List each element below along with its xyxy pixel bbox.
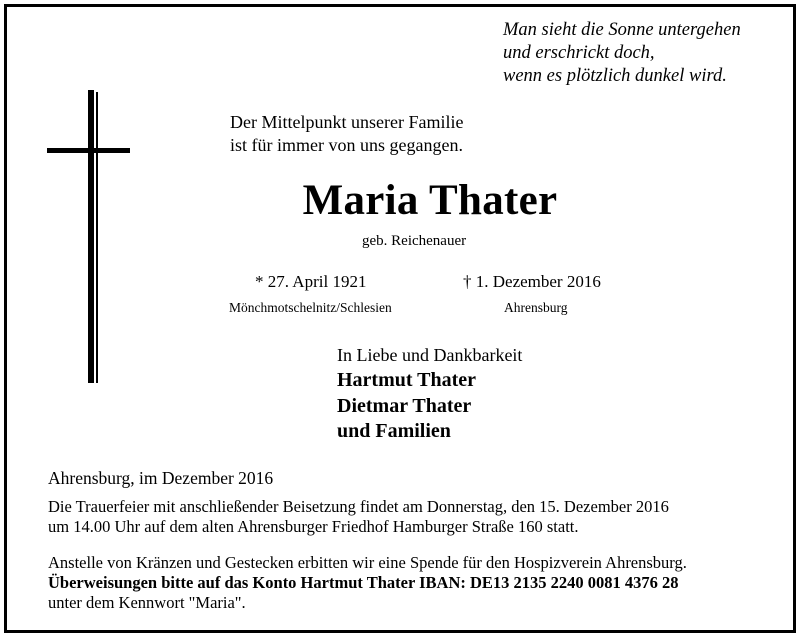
maiden-name: geb. Reichenauer — [362, 233, 467, 249]
donation-info — [48, 553, 687, 613]
notice-border — [4, 4, 796, 633]
mourners-block — [337, 343, 522, 445]
poem — [503, 19, 793, 88]
funeral-line: um 14.00 Uhr auf dem alten Ahrensburger Friedhof Hamburger Straße 160 statt. — [48, 517, 579, 536]
intro-text — [230, 111, 463, 157]
cross-horizontal-beam — [47, 148, 130, 153]
donation-line: unter dem Kennwort "Maria". — [48, 593, 246, 612]
mourner-name: Dietmar Thater — [337, 394, 472, 417]
intro-line: Der Mittelpunkt unserer Familie — [230, 112, 464, 132]
cross-vertical-beam — [88, 90, 94, 383]
deceased-name: Maria Thater — [302, 177, 558, 224]
funeral-line: Die Trauerfeier mit anschließender Beisetzung findet am Donnerstag, den 15. Dezember 2016 — [48, 497, 669, 516]
mourner-name: Hartmut Thater — [337, 369, 477, 391]
cross-vertical-line — [96, 92, 98, 383]
poem-line: Man sieht die Sonne untergehen — [503, 20, 741, 40]
donation-line: Anstelle von Kränzen und Gestecken erbitten wir eine Spende für den Hospizverein Ahrensburg. — [48, 553, 687, 572]
poem-line: wenn es plötzlich dunkel wird. — [503, 66, 727, 86]
funeral-info — [48, 497, 669, 537]
birth-date: * 27. April 1921 — [255, 272, 367, 291]
death-date: † 1. Dezember 2016 — [463, 272, 601, 291]
birth-place: Mönchmotschelnitz/Schlesien — [229, 300, 392, 315]
bank-details: Überweisungen bitte auf das Konto Hartmut Thater IBAN: DE13 2135 2240 0081 4376 28 — [48, 573, 679, 592]
death-place: Ahrensburg — [504, 300, 568, 315]
place-date: Ahrensburg, im Dezember 2016 — [48, 468, 274, 488]
gratitude-line: In Liebe und Dankbarkeit — [337, 345, 523, 365]
mourner-name: und Familien — [337, 420, 451, 442]
intro-line: ist für immer von uns gegangen. — [230, 135, 463, 155]
poem-line: und erschrickt doch, — [503, 43, 655, 63]
